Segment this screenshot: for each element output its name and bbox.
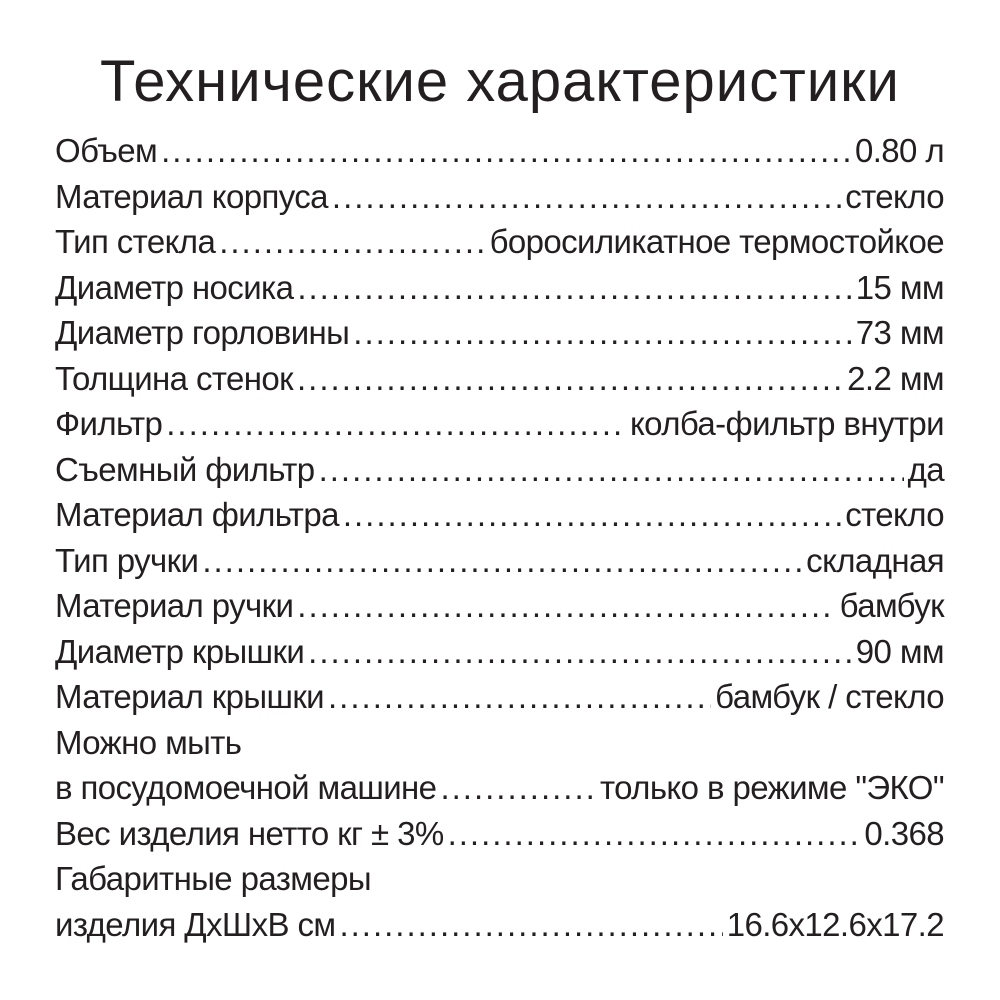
spec-label: изделия ДхШхВ см: [55, 905, 336, 943]
page-title: Технические характеристики: [100, 49, 900, 114]
spec-value: бамбук: [839, 587, 944, 624]
spec-value: боросиликатное термостойкое: [489, 223, 944, 260]
dot-leader: [202, 538, 802, 584]
dot-leader: [328, 674, 711, 720]
spec-label: Толщина стенок: [55, 359, 294, 397]
spec-value: колба-фильтр внутри: [629, 405, 944, 442]
spec-value: 90 мм: [855, 632, 944, 670]
dot-leader: [343, 492, 841, 538]
spec-row-body-material: [55, 174, 944, 220]
spec-label: Материал крышки: [55, 678, 325, 715]
spec-label: Фильтр: [55, 405, 163, 442]
spec-row-net-weight: [55, 811, 944, 857]
spec-row-dishwasher-heading: [55, 720, 944, 766]
spec-value: 0.80 л: [854, 132, 944, 169]
dot-leader: [219, 219, 485, 265]
dot-leader: [297, 583, 835, 629]
spec-label: Габаритные размеры: [55, 860, 372, 897]
dot-leader: [448, 811, 861, 857]
spec-value: 0.368: [864, 814, 944, 852]
dot-leader: [319, 447, 904, 493]
spec-row-neck-diameter: [55, 310, 944, 356]
spec-row-spout-diameter: [55, 265, 944, 311]
dot-leader: [166, 401, 626, 447]
spec-row-dimensions: [55, 902, 944, 948]
spec-label: Материал фильтра: [55, 496, 339, 533]
spec-label: Можно мыть: [55, 723, 242, 761]
spec-value: да: [907, 450, 944, 488]
spec-row-handle-material: [55, 583, 944, 629]
spec-label: Материал ручки: [55, 587, 294, 624]
spec-label: Диаметр горловины: [55, 314, 350, 351]
dot-leader: [332, 174, 841, 220]
spec-row-dishwasher: [55, 765, 944, 811]
spec-row-filter-material: [55, 492, 944, 538]
spec-label: Тип ручки: [55, 541, 199, 579]
spec-row-wall-thickness: [55, 356, 944, 402]
spec-label: Тип стекла: [55, 223, 216, 260]
spec-value: 2.2 мм: [847, 359, 944, 397]
spec-row-handle-type: [55, 538, 944, 584]
spec-label: в посудомоечной машине: [55, 769, 437, 806]
spec-value: только в режиме "ЭКО": [600, 769, 944, 806]
spec-label: Материал корпуса: [55, 177, 328, 215]
spec-row-lid-diameter: [55, 629, 944, 675]
spec-label: Съемный фильтр: [55, 450, 315, 488]
spec-row-removable-filter: [55, 447, 944, 493]
spec-list: [55, 128, 944, 947]
dot-leader: [339, 902, 722, 948]
spec-value: 16.6x12.6x17.2: [726, 905, 944, 943]
spec-value: 15 мм: [855, 268, 944, 306]
spec-row-glass-type: [55, 219, 944, 265]
spec-value: складная: [806, 541, 944, 579]
spec-label: Объем: [55, 132, 158, 169]
spec-label: Вес изделия нетто кг ± 3%: [55, 814, 444, 852]
spec-row-filter: [55, 401, 944, 447]
dot-leader: [308, 629, 852, 675]
spec-row-volume: [55, 128, 944, 174]
spec-row-dimensions-heading: [55, 856, 944, 902]
spec-row-lid-material: [55, 674, 944, 720]
dot-leader: [353, 310, 851, 356]
dot-leader: [440, 765, 596, 811]
spec-label: Диаметр крышки: [55, 632, 305, 670]
dot-leader: [297, 356, 843, 402]
spec-value: 73 мм: [855, 314, 944, 351]
spec-value: стекло: [845, 496, 944, 533]
spec-value: бамбук / стекло: [715, 678, 944, 715]
dot-leader: [161, 128, 851, 174]
dot-leader: [297, 265, 851, 311]
spec-value: стекло: [845, 177, 944, 215]
spec-label: Диаметр носика: [55, 268, 294, 306]
